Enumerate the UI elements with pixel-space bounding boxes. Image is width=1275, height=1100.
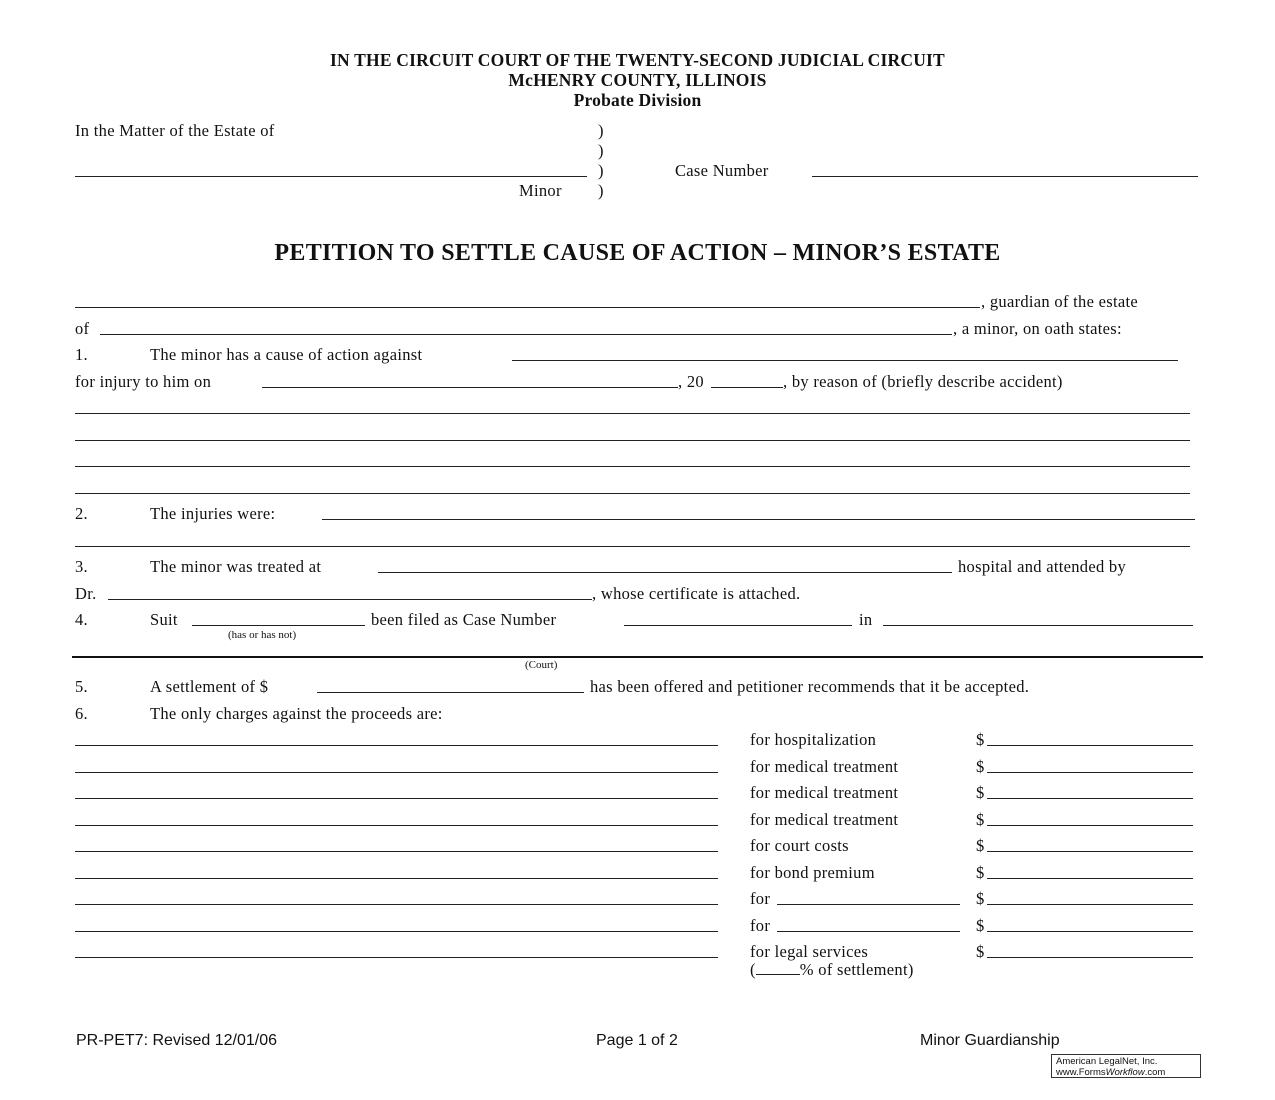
currency-symbol: $ (976, 730, 985, 749)
charge-amount-field[interactable] (987, 904, 1193, 905)
currency-symbol: $ (976, 810, 985, 829)
minor-label: Minor (519, 181, 562, 200)
injuries-field[interactable] (322, 519, 1195, 520)
in-text: in (859, 610, 873, 629)
doctor-field[interactable] (108, 599, 592, 600)
charge-label: for legal services (750, 942, 869, 961)
of-prefix: of (75, 319, 90, 338)
accident-description-line[interactable] (75, 413, 1190, 414)
injury-prefix: for injury to him on (75, 372, 212, 391)
currency-symbol: $ (976, 863, 985, 882)
page-number: Page 1 of 2 (596, 1032, 678, 1049)
reason-suffix: , by reason of (briefly describe accident) (783, 372, 1063, 391)
certificate-suffix: , whose certificate is attached. (592, 584, 801, 603)
currency-symbol: $ (976, 836, 985, 855)
charge-amount-field[interactable] (987, 825, 1193, 826)
hospital-suffix: hospital and attended by (958, 557, 1127, 576)
suit-case-number-field[interactable] (624, 625, 852, 626)
accident-description-line[interactable] (75, 493, 1190, 494)
minor-suffix: , a minor, on oath states: (953, 319, 1122, 338)
settlement-amount-field[interactable] (317, 692, 584, 693)
item6-text: The only charges against the proceeds are: (150, 704, 443, 723)
charge-amount-field[interactable] (987, 772, 1193, 773)
currency-symbol: $ (976, 889, 985, 908)
charge-label: for medical treatment (750, 783, 899, 802)
item-number: 5. (75, 677, 88, 696)
accident-description-line[interactable] (75, 466, 1190, 467)
dr-prefix: Dr. (75, 584, 97, 603)
accident-description-line[interactable] (75, 440, 1190, 441)
minor-name-field[interactable] (100, 334, 952, 335)
county-heading: McHENRY COUNTY, ILLINOIS (508, 70, 767, 90)
charge-payee-field[interactable] (75, 825, 718, 826)
court-line[interactable] (72, 656, 1203, 658)
court-heading: IN THE CIRCUIT COURT OF THE TWENTY-SECOND JUDICIAL CIRCUIT (330, 50, 945, 70)
item3-text: The minor was treated at (150, 557, 322, 576)
item-number: 2. (75, 504, 88, 523)
court-hint: (Court) (525, 659, 558, 671)
form-category: Minor Guardianship (920, 1032, 1060, 1049)
charge-amount-field[interactable] (987, 878, 1193, 879)
case-number-field[interactable] (812, 176, 1198, 177)
caption-paren: ) (598, 181, 604, 200)
charge-payee-field[interactable] (75, 931, 718, 932)
has-or-has-not-hint: (has or has not) (228, 629, 297, 641)
charge-payee-field[interactable] (75, 798, 718, 799)
defendant-field[interactable] (512, 360, 1178, 361)
suit-prefix: Suit (150, 610, 178, 629)
injuries-line[interactable] (75, 546, 1190, 547)
charge-amount-field[interactable] (987, 745, 1193, 746)
charge-amount-field[interactable] (987, 851, 1193, 852)
estate-name-field[interactable] (75, 176, 587, 177)
legal-percent-field[interactable] (756, 960, 800, 975)
court-name-field[interactable] (883, 625, 1193, 626)
year-prefix: , 20 (678, 372, 704, 391)
has-or-has-not-field[interactable] (192, 625, 365, 626)
guardian-name-field[interactable] (75, 307, 980, 308)
item-number: 6. (75, 704, 88, 723)
division-heading: Probate Division (573, 90, 702, 110)
item1-text: The minor has a cause of action against (150, 345, 423, 364)
caption-paren: ) (598, 121, 604, 140)
item-number: 4. (75, 610, 88, 629)
currency-symbol: $ (976, 757, 985, 776)
charge-payee-field[interactable] (75, 745, 718, 746)
charge-label: for medical treatment (750, 757, 899, 776)
settlement-suffix: has been offered and petitioner recommends that it be accepted. (590, 677, 1030, 696)
charge-label: for court costs (750, 836, 849, 855)
charge-label: for medical treatment (750, 810, 899, 829)
currency-symbol: $ (976, 783, 985, 802)
charge-label: for (750, 916, 771, 935)
legal-percent-row: ( % of settlement) (750, 960, 914, 979)
charge-other-field[interactable] (777, 931, 960, 932)
charge-amount-field[interactable] (987, 957, 1193, 958)
matter-label: In the Matter of the Estate of (75, 121, 275, 140)
charge-amount-field[interactable] (987, 931, 1193, 932)
item-number: 1. (75, 345, 88, 364)
charge-payee-field[interactable] (75, 904, 718, 905)
charge-payee-field[interactable] (75, 878, 718, 879)
charge-label: for bond premium (750, 863, 875, 882)
charge-label: for hospitalization (750, 730, 877, 749)
filed-text: been filed as Case Number (371, 610, 557, 629)
settlement-prefix: A settlement of $ (150, 677, 269, 696)
caption-paren: ) (598, 161, 604, 180)
currency-symbol: $ (976, 942, 985, 961)
case-number-label: Case Number (675, 161, 769, 180)
injury-year-field[interactable] (711, 387, 783, 388)
guardian-suffix: , guardian of the estate (981, 292, 1139, 311)
item-number: 3. (75, 557, 88, 576)
injury-date-field[interactable] (262, 387, 678, 388)
hospital-field[interactable] (378, 572, 952, 573)
currency-symbol: $ (976, 916, 985, 935)
caption-paren: ) (598, 141, 604, 160)
page-title: PETITION TO SETTLE CAUSE OF ACTION – MINOR’S ESTATE (274, 240, 1001, 266)
charge-payee-field[interactable] (75, 772, 718, 773)
item2-text: The injuries were: (150, 504, 276, 523)
charge-label: for (750, 889, 771, 908)
charge-amount-field[interactable] (987, 798, 1193, 799)
charge-payee-field[interactable] (75, 851, 718, 852)
charge-payee-field[interactable] (75, 957, 718, 958)
publisher-badge: American LegalNet, Inc. www.FormsWorkflow.com (1051, 1054, 1201, 1078)
charge-other-field[interactable] (777, 904, 960, 905)
form-id: PR-PET7: Revised 12/01/06 (76, 1032, 277, 1049)
